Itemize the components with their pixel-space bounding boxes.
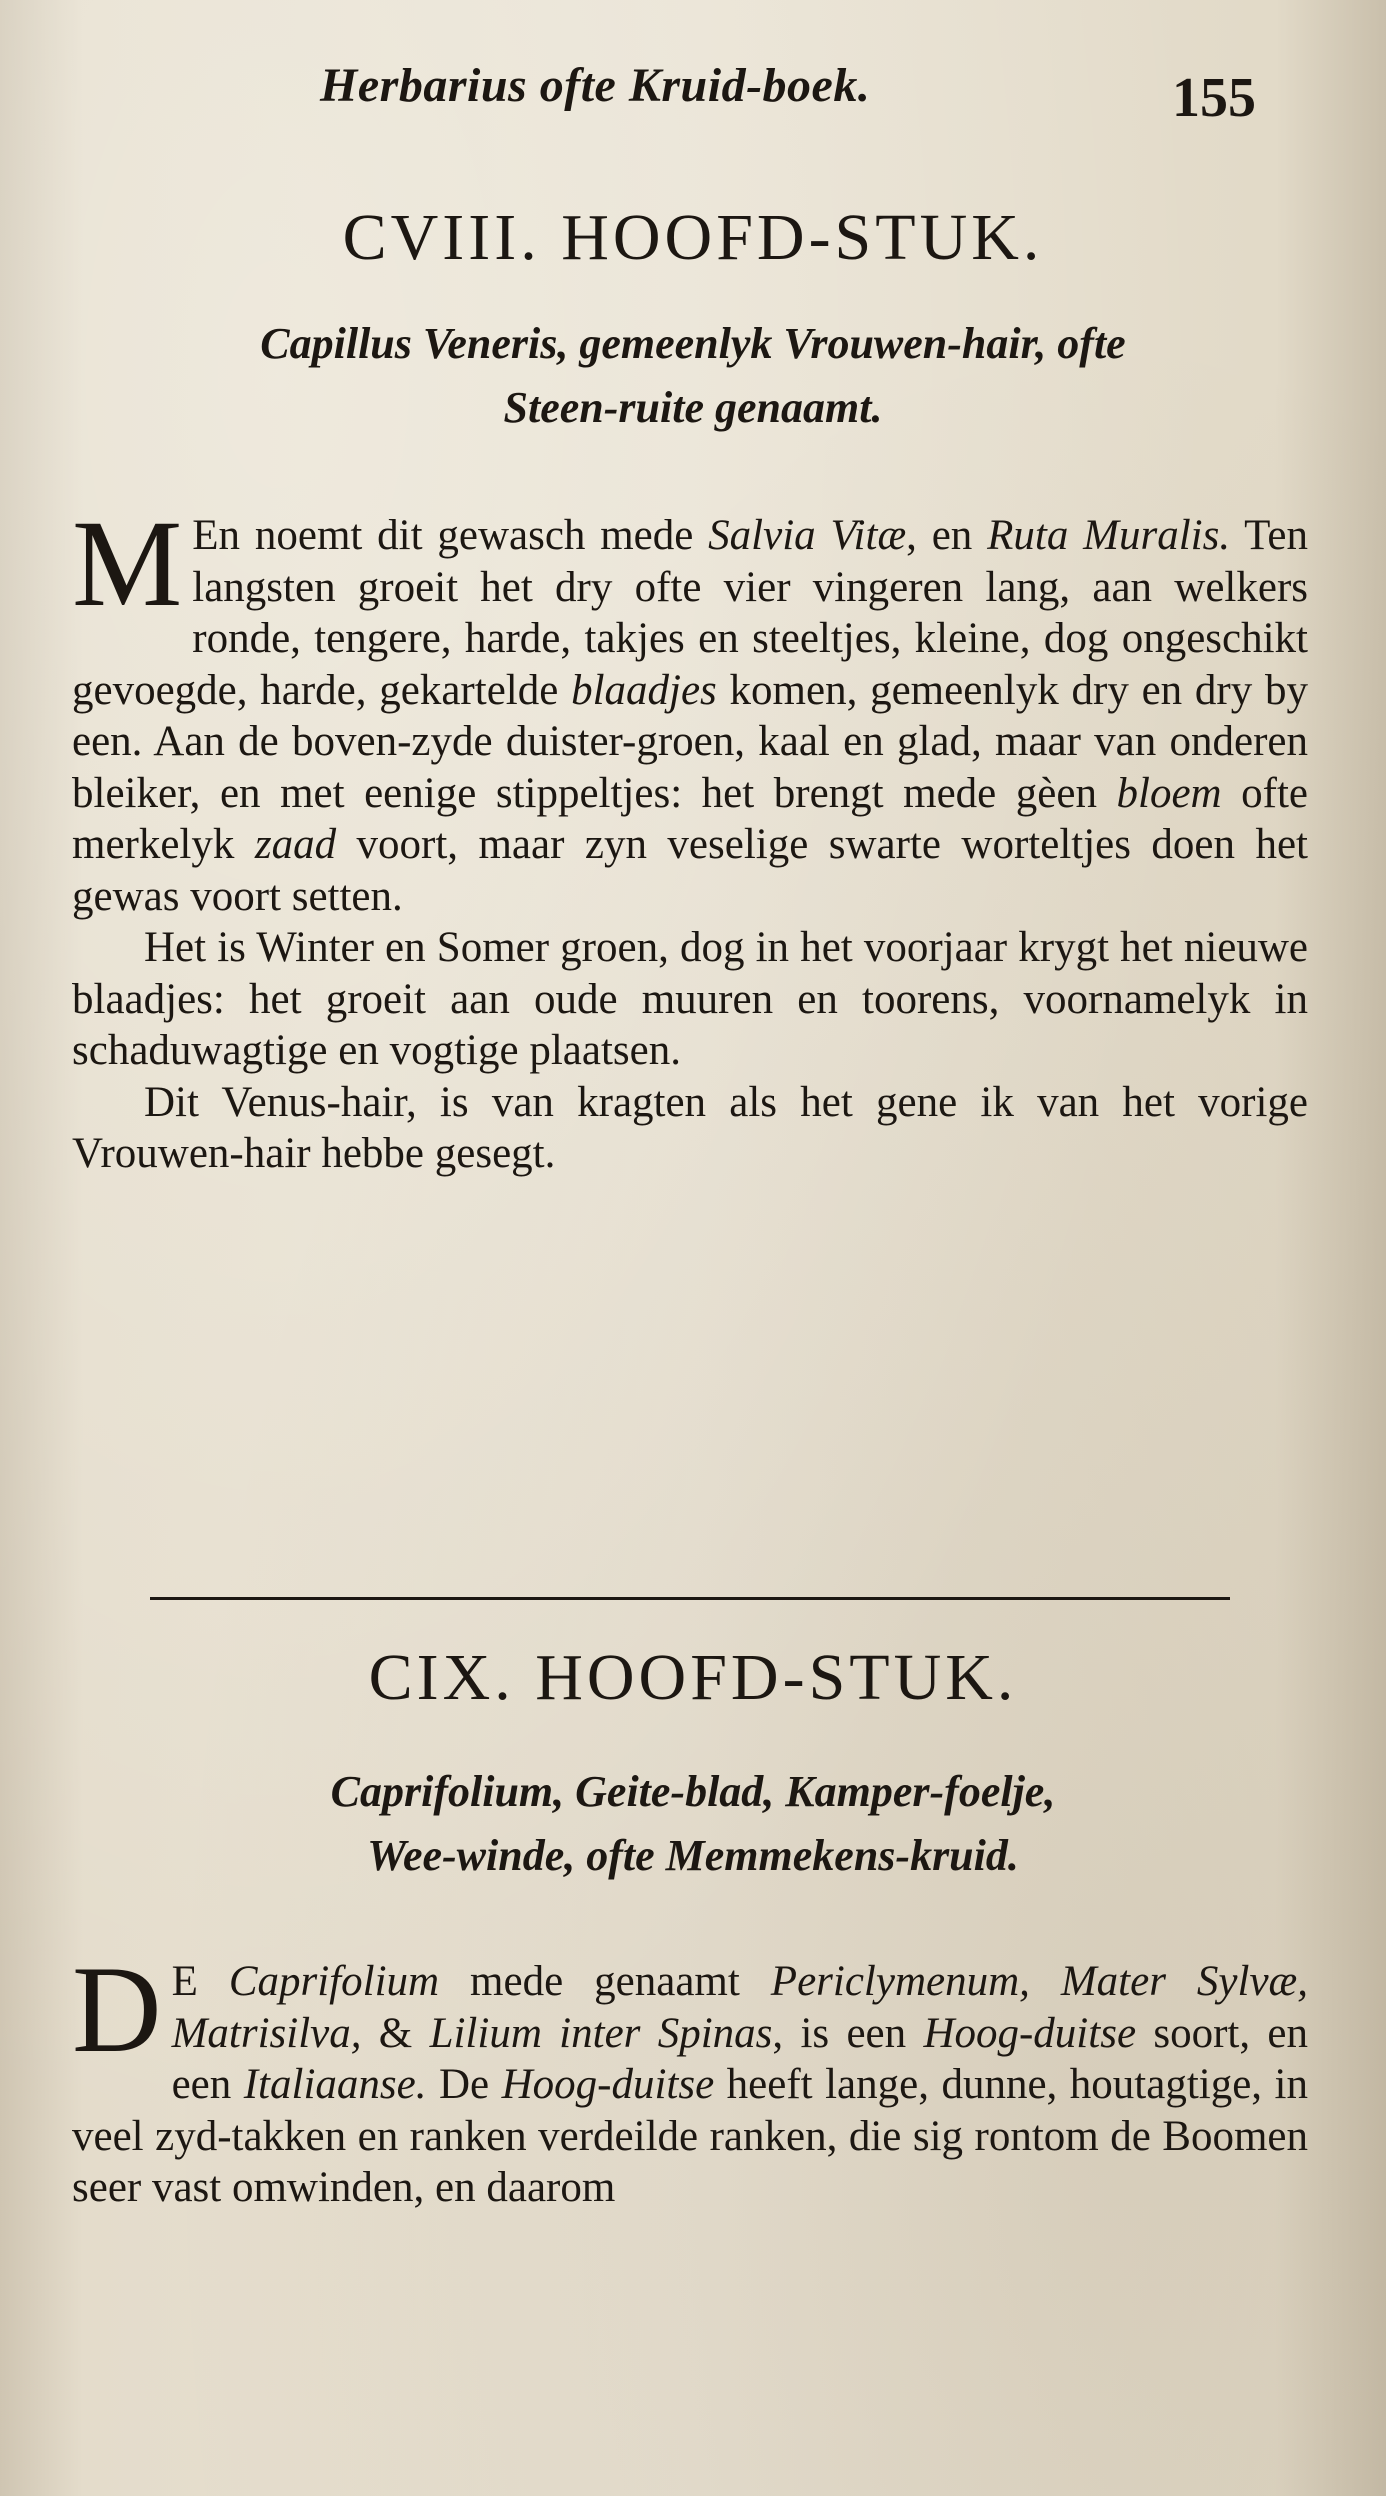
text-run: voort, maar zyn veselige swarte worteltjes doen het gewas voort setten. xyxy=(72,821,1308,920)
text-run: Ten langsten groeit het dry ofte vier vingeren lang, aan welkers ronde, tengere, harde, takjes en steeltjes, kleine, dog ongeschikt gevoegde, harde, gekartelde xyxy=(72,512,1308,714)
italic-term: Caprifolium xyxy=(228,1958,440,2005)
running-title: Herbarius ofte Kruid-boek. xyxy=(320,59,871,112)
text-run: & xyxy=(361,2009,430,2057)
paragraph xyxy=(72,495,1308,922)
italic-term: Hoog-duitse xyxy=(923,2009,1137,2057)
text-run: mede genaamt xyxy=(439,1958,771,2005)
text-run: , is een xyxy=(772,2009,924,2057)
chapter-body-cix xyxy=(72,1941,1308,2214)
paragraph: Dit Venus-hair, is van kragten als het gene ik van het vorige Vrouwen-hair hebbe gesegt. xyxy=(72,1078,1308,1177)
text-run: , en xyxy=(906,512,988,559)
drop-cap: D xyxy=(72,1941,162,2078)
chapter-body-cviii xyxy=(72,495,1308,1180)
italic-term: Periclymenum, Mater Sylvæ, Matrisilva, xyxy=(171,1958,1308,2057)
text-run: heeft lange, dunne, houtagtige, in veel zyd-takken en ranken verdeilde ranken, die sig rontom de Boomen seer vast omwinden, en daarom xyxy=(72,2061,1308,2211)
page-number: 155 xyxy=(1172,67,1256,129)
italic-term: Lilium inter Spinas xyxy=(429,2009,773,2057)
italic-term: Hoog-duitse xyxy=(501,2061,715,2108)
paragraph: Het is Winter en Somer groen, dog in het voorjaar krygt het nieuwe blaadjes: het groeit aan oude muuren en toorens, voornamelyk in schaduwagtige en vogtige plaatsen. xyxy=(72,924,1308,1074)
italic-term: bloem xyxy=(1116,769,1222,817)
text-run: soort, en een xyxy=(171,2009,1308,2108)
subtitle-line: Wee-winde, ofte Memmekens-kruid. xyxy=(367,1831,1019,1880)
text-run: ofte merkelyk xyxy=(72,769,1308,868)
text-run: komen, gemeenlyk dry en dry by een. Aan de boven-zyde duister-groen, kaal en glad, maar van onderen bleiker, en met eenige stippeltjes: het brengt mede gèen xyxy=(72,666,1308,817)
subtitle-line: Capillus Veneris, gemeenlyk Vrouwen-hair, ofte xyxy=(260,319,1126,368)
text-run: E xyxy=(171,1958,229,2005)
chapter-subtitle-cix xyxy=(0,1760,1386,1888)
section-divider xyxy=(150,1597,1230,1600)
subtitle-line: Caprifolium, Geite-blad, Kamper-foelje, xyxy=(330,1767,1056,1816)
paragraph xyxy=(72,1941,1308,2214)
chapter-heading-cviii: CVIII. HOOFD-STUK. xyxy=(342,201,1044,274)
italic-term: blaadjes xyxy=(571,666,717,714)
chapter-heading-cix: CIX. HOOFD-STUK. xyxy=(368,1641,1018,1714)
italic-term: Ruta Muralis. xyxy=(987,512,1231,559)
text-run: En noemt dit gewasch mede xyxy=(192,512,709,559)
chapter-subtitle-cviii xyxy=(0,312,1386,440)
drop-cap: M xyxy=(72,495,183,632)
italic-term: Italiaanse. xyxy=(243,2061,427,2108)
subtitle-line: Steen-ruite genaamt. xyxy=(503,383,883,432)
text-run: De xyxy=(426,2061,502,2108)
italic-term: Salvia Vitæ xyxy=(708,512,907,559)
italic-term: zaad xyxy=(254,821,337,868)
